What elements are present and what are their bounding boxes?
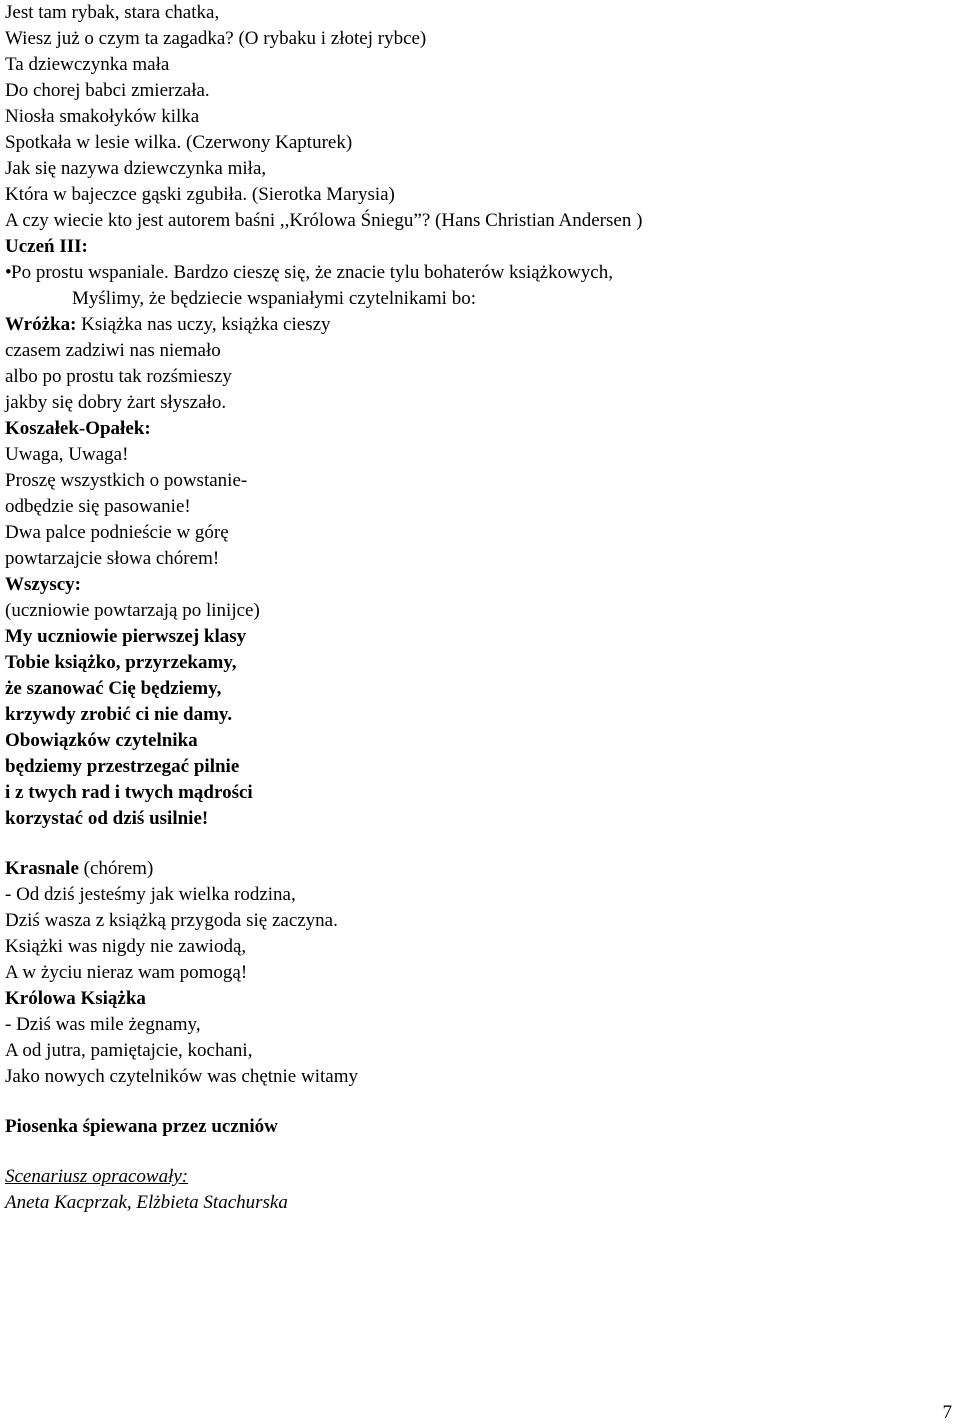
section-heading: Piosenka śpiewana przez uczniów [5,1116,278,1137]
text-line: A od jutra, pamiętajcie, kochani, [5,1040,253,1061]
bullet-text: Po prostu wspaniale. Bardzo cieszę się, że znacie tylu bohaterów książkowych, [11,262,613,283]
oath-line: i z twych rad i twych mądrości [5,782,253,803]
text-line: A czy wiecie kto jest autorem baśni ,,Królowa Śniegu”? (Hans Christian Andersen ) [5,210,643,231]
text-line: odbędzie się pasowanie! [5,496,191,517]
text-line: Która w bajeczce gąski zgubiła. (Sierotka Marysia) [5,184,395,205]
bullet-line [5,260,950,286]
speaker-heading: Królowa Książka [5,988,146,1009]
text-line: jakby się dobry żart słyszało. [5,392,227,413]
text-line: Myślimy, że będziecie wspaniałymi czytelnikami bo: [72,288,476,309]
spacer [5,1140,950,1164]
text-line: - Od dziś jesteśmy jak wielka rodzina, [5,884,296,905]
text-line: Jako nowych czytelników was chętnie witamy [5,1066,358,1087]
text-line: Dwa palce podnieście w górę [5,522,229,543]
speaker-label: Krasnale [5,858,79,879]
oath-line: Obowiązków czytelnika [5,730,198,751]
text-line: Jak się nazywa dziewczynka miła, [5,158,267,179]
speaker-text: Książka nas uczy, książka cieszy [76,314,331,335]
text-line: Proszę wszystkich o powstanie- [5,470,248,491]
text-line: Wiesz już o czym ta zagadka? (O rybaku i złotej rybce) [5,28,427,49]
text-line: Do chorej babci zmierzała. [5,80,210,101]
speaker-text: (chórem) [78,858,154,879]
oath-line: krzywdy zrobić ci nie damy. [5,704,233,725]
text-line: Jest tam rybak, stara chatka, [5,2,220,23]
speaker-heading: Wszyscy: [5,574,81,595]
speaker-heading: Koszałek-Opałek: [5,418,151,439]
text-line: A w życiu nieraz wam pomogą! [5,962,248,983]
text-line: Niosła smakołyków kilka [5,106,200,127]
document-page [5,0,950,1216]
speaker-label: Wróżka: [5,314,77,335]
text-line: Spotkała w lesie wilka. (Czerwony Kapturek) [5,132,353,153]
speaker-line [5,312,950,338]
spacer [5,832,950,856]
stage-direction: (uczniowie powtarzają po linijce) [5,600,260,621]
oath-line: korzystać od dziś usilnie! [5,808,209,829]
text-line: Uwaga, Uwaga! [5,444,129,465]
text-line: Książki was nigdy nie zawiodą, [5,936,247,957]
text-line: - Dziś was mile żegnamy, [5,1014,201,1035]
speaker-heading: Uczeń III: [5,236,88,257]
text-line: Ta dziewczynka mała [5,54,170,75]
oath-line: będziemy przestrzegać pilnie [5,756,240,777]
speaker-line [5,856,950,882]
page-number: 7 [942,1402,952,1423]
oath-line: Tobie książko, przyrzekamy, [5,652,237,673]
spacer [5,1090,950,1114]
credits-label: Scenariusz opracowały: [5,1166,189,1187]
credits-authors: Aneta Kacprzak, Elżbieta Stachurska [5,1192,288,1213]
text-line: czasem zadziwi nas niemało [5,340,221,361]
text-line: albo po prostu tak rozśmieszy [5,366,232,387]
oath-line: My uczniowie pierwszej klasy [5,626,247,647]
oath-line: że szanować Cię będziemy, [5,678,222,699]
text-line: powtarzajcie słowa chórem! [5,548,220,569]
text-line: Dziś wasza z książką przygoda się zaczyna. [5,910,338,931]
